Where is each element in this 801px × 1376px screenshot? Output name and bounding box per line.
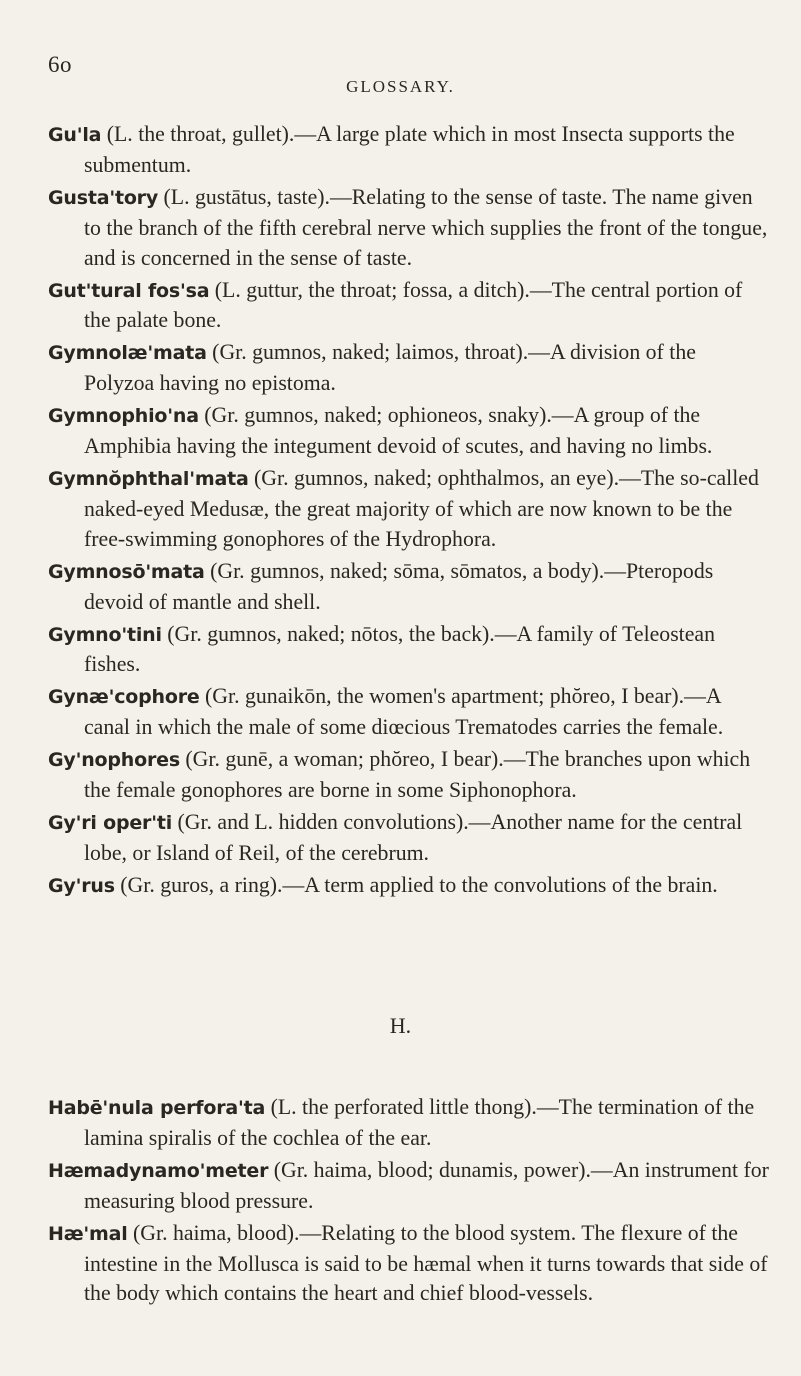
entry-headword: Gymnophio'na — [48, 405, 199, 428]
entry-headword: Gynæ'cophore — [48, 686, 200, 709]
glossary-entry — [48, 183, 770, 274]
entry-definition: (Gr. gumnos, naked; ophioneos, snaky).—A group of the Amphibia having the integument devoid of scutes, and having no limbs. — [84, 403, 713, 459]
entry-headword: Gy'ri oper'ti — [48, 811, 173, 834]
entry-definition: (Gr. haima, blood).—Relating to the blood system. The flexure of the intestine in the Mollusca is said to be hæmal when it turns towards that side of the body which contains the heart and chief blood-vessels. — [84, 1220, 768, 1306]
glossary-entry — [48, 1156, 770, 1217]
glossary-entry — [48, 808, 770, 869]
entry-definition: (L. the throat, gullet).—A large plate which in most Insecta supports the submentum. — [84, 122, 735, 177]
glossary-entry — [48, 120, 770, 181]
glossary-entry — [48, 745, 770, 806]
glossary-entry — [48, 276, 770, 337]
section-letter-h: H. — [389, 1013, 412, 1038]
glossary-entry — [48, 682, 770, 743]
entry-headword: Gymnosō'mata — [48, 560, 205, 583]
entry-headword: Hæ'mal — [48, 1222, 128, 1245]
entry-definition: (Gr. gunē, a woman; phŏreo, I bear).—The branches upon which the female gonophores are borne in some Siphonophora. — [84, 747, 751, 803]
glossary-entry — [48, 871, 770, 902]
entry-headword: Gu'la — [48, 124, 102, 146]
entry-definition: (Gr. gumnos, naked; ophthalmos, an eye).—The so-called naked-eyed Medusæ, the great majority of which are now known to be the free-swimming gonophores of the Hydrophora. — [84, 465, 759, 551]
entry-definition: (Gr. guros, a ring).—A term applied to the convolutions of the brain. — [114, 872, 718, 897]
glossary-entry — [48, 401, 770, 462]
entry-definition: (L. the perforated little thong).—The termination of the lamina spiralis of the cochlea of the ear. — [84, 1095, 755, 1150]
entry-headword: Gy'nophores — [48, 749, 180, 772]
page-number: 6o — [48, 52, 72, 77]
glossary-entry — [48, 620, 770, 681]
entry-headword: Habē'nula perfora'ta — [48, 1097, 266, 1119]
entry-definition: (Gr. gumnos, naked; laimos, throat).—A division of the Polyzoa having no epistoma. — [84, 340, 696, 396]
entry-headword: Gymno'tini — [48, 623, 162, 646]
glossary-entry — [48, 1219, 770, 1310]
glossary-section-g — [48, 120, 770, 904]
entry-headword: Gusta'tory — [48, 186, 159, 209]
running-head: GLOSSARY. — [346, 77, 455, 96]
glossary-entry — [48, 464, 770, 555]
glossary-entry — [48, 1093, 770, 1154]
glossary-entry — [48, 557, 770, 618]
entry-definition: (Gr. gumnos, naked; sōma, sōmatos, a body).—Pteropods devoid of mantle and shell. — [84, 558, 714, 614]
entry-headword: Gymnolæ'mata — [48, 342, 207, 365]
entry-headword: Gy'rus — [48, 874, 115, 897]
entry-definition: (L. gustātus, taste).—Relating to the sense of taste. The name given to the branch of the fifth cerebral nerve which supplies the front of the tongue, and is concerned in the sense of taste. — [84, 184, 768, 270]
glossary-section-h — [48, 1093, 770, 1311]
entry-definition: (Gr. gunaikōn, the women's apartment; phŏreo, I bear).—A canal in which the male of some diœcious Trematodes carries the female. — [84, 684, 724, 740]
entry-definition: (L. guttur, the throat; fossa, a ditch).—The central portion of the palate bone. — [84, 277, 743, 333]
glossary-entry — [48, 338, 770, 399]
entry-headword: Gut'tural fos'sa — [48, 279, 210, 302]
entry-headword: Hæmadynamo'meter — [48, 1159, 269, 1182]
entry-headword: Gymnŏphthal'mata — [48, 467, 249, 490]
entry-definition: (Gr. gumnos, naked; nōtos, the back).—A family of Teleostean fishes. — [84, 621, 715, 677]
entry-definition: (Gr. haima, blood; dunamis, power).—An instrument for measuring blood pressure. — [84, 1157, 769, 1213]
entry-definition: (Gr. and L. hidden convolutions).—Another name for the central lobe, or Island of Reil, of the cerebrum. — [84, 809, 743, 865]
